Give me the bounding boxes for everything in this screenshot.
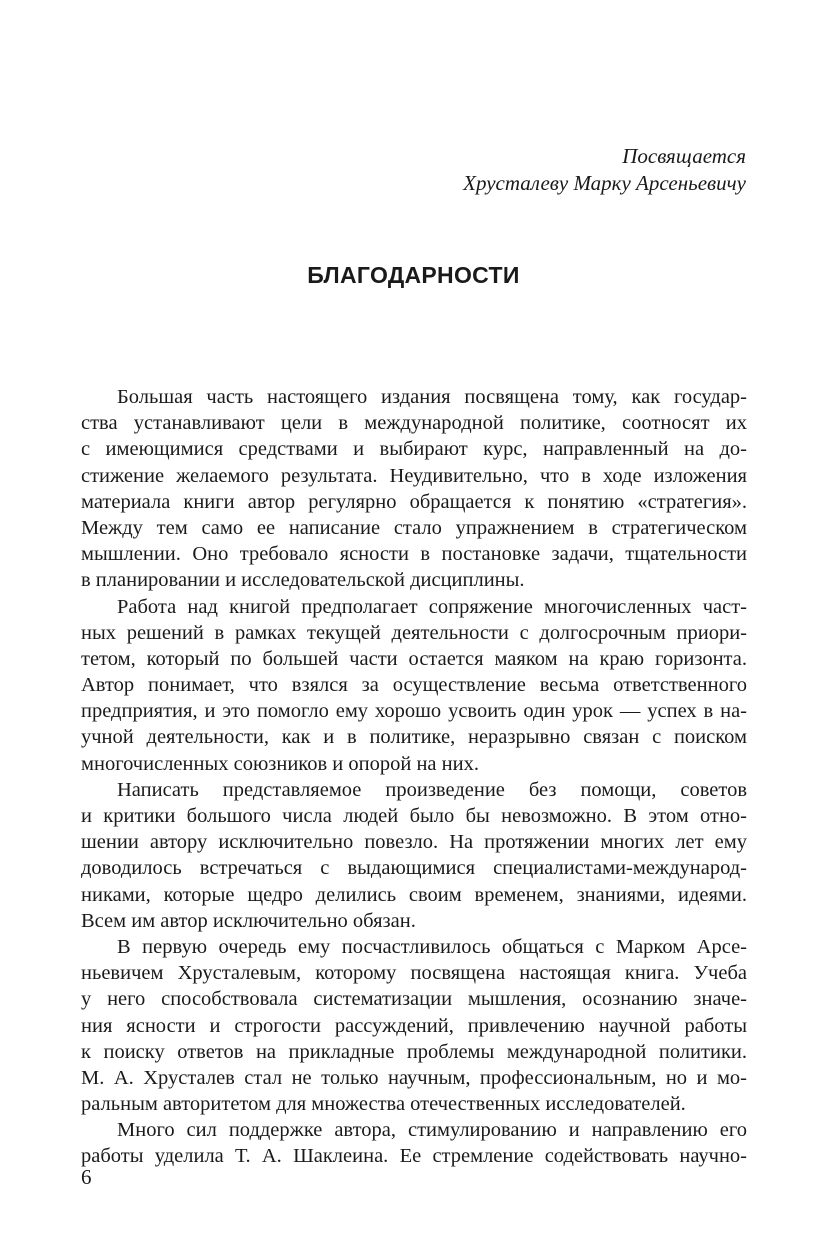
page-number: 6 bbox=[81, 1165, 92, 1189]
text-line: тетом, который по большей части остается маяком на краю горизонта. bbox=[81, 647, 747, 670]
section-heading: БЛАГОДАРНОСТИ bbox=[307, 262, 520, 288]
text-line: работы уделила Т. А. Шаклеина. Ее стремление содействовать научно- bbox=[81, 1145, 747, 1168]
text-line: Между тем само ее написание стало упражнением в стратегическом bbox=[81, 516, 747, 539]
text-line: многочисленных союзников и опорой на них. bbox=[81, 752, 479, 775]
text-line: материала книги автор регулярно обращается к понятию «стратегия». bbox=[81, 490, 747, 513]
text-line: ства устанавливают цели в международной политике, соотносят их bbox=[81, 412, 747, 435]
text-line: шении автору исключительно повезло. На протяжении многих лет ему bbox=[81, 831, 747, 854]
text-line: ния ясности и строгости рассуждений, привлечению научной работы bbox=[81, 1014, 747, 1037]
text-line: стижение желаемого результата. Неудивительно, что в ходе изложения bbox=[81, 464, 747, 487]
text-line: никами, которые щедро делились своим временем, знаниями, идеями. bbox=[81, 883, 747, 906]
text-line: к поиску ответов на прикладные проблемы международной политики. bbox=[81, 1040, 747, 1063]
text-line: Много сил поддержке автора, стимулированию и направлению его bbox=[117, 1119, 747, 1142]
dedication bbox=[463, 143, 746, 197]
text-line: в планировании и исследовательской дисциплины. bbox=[81, 569, 525, 592]
dedication-line-1: Посвящается bbox=[622, 144, 746, 168]
text-line: Написать представляемое произведение без помощи, советов bbox=[117, 778, 747, 801]
text-line: Большая часть настоящего издания посвящена тому, как государ- bbox=[117, 386, 747, 408]
text-line: у него способствовала систематизации мышления, осознанию значе- bbox=[81, 988, 747, 1011]
text-line: В первую очередь ему посчастливилось общаться с Марком Арсе- bbox=[117, 935, 747, 958]
text-line: ральным авторитетом для множества отечественных исследователей. bbox=[81, 1093, 686, 1116]
text-line: учной деятельности, как и в политике, неразрывно связан с поиском bbox=[81, 726, 747, 749]
body-text bbox=[81, 384, 747, 1170]
text-line: предприятия, и это помогло ему хорошо усвоить один урок — успех в на- bbox=[81, 700, 747, 723]
text-line: Всем им автор исключительно обязан. bbox=[81, 909, 416, 932]
text-line: Работа над книгой предполагает сопряжение многочисленных част- bbox=[117, 595, 747, 618]
text-line: ньевичем Хрусталевым, которому посвящена настоящая книга. Учеба bbox=[81, 962, 747, 985]
text-line: и критики большого числа людей было бы невозможно. В этом отно- bbox=[81, 805, 747, 827]
dedication-line-2: Хрусталеву Марку Арсеньевичу bbox=[463, 171, 746, 195]
text-line: доводилось встречаться с выдающимися специалистами-международ- bbox=[81, 857, 747, 880]
text-line: мышлении. Оно требовало ясности в постановке задачи, тщательности bbox=[81, 543, 747, 566]
text-line: с имеющимися средствами и выбирают курс, направленный на до- bbox=[81, 438, 747, 461]
text-line: Автор понимает, что взялся за осуществление весьма ответственного bbox=[81, 674, 747, 697]
text-line: М. А. Хрусталев стал не только научным, профессиональным, но и мо- bbox=[81, 1066, 747, 1089]
text-line: ных решений в рамках текущей деятельности с долгосрочным приори- bbox=[81, 621, 747, 644]
